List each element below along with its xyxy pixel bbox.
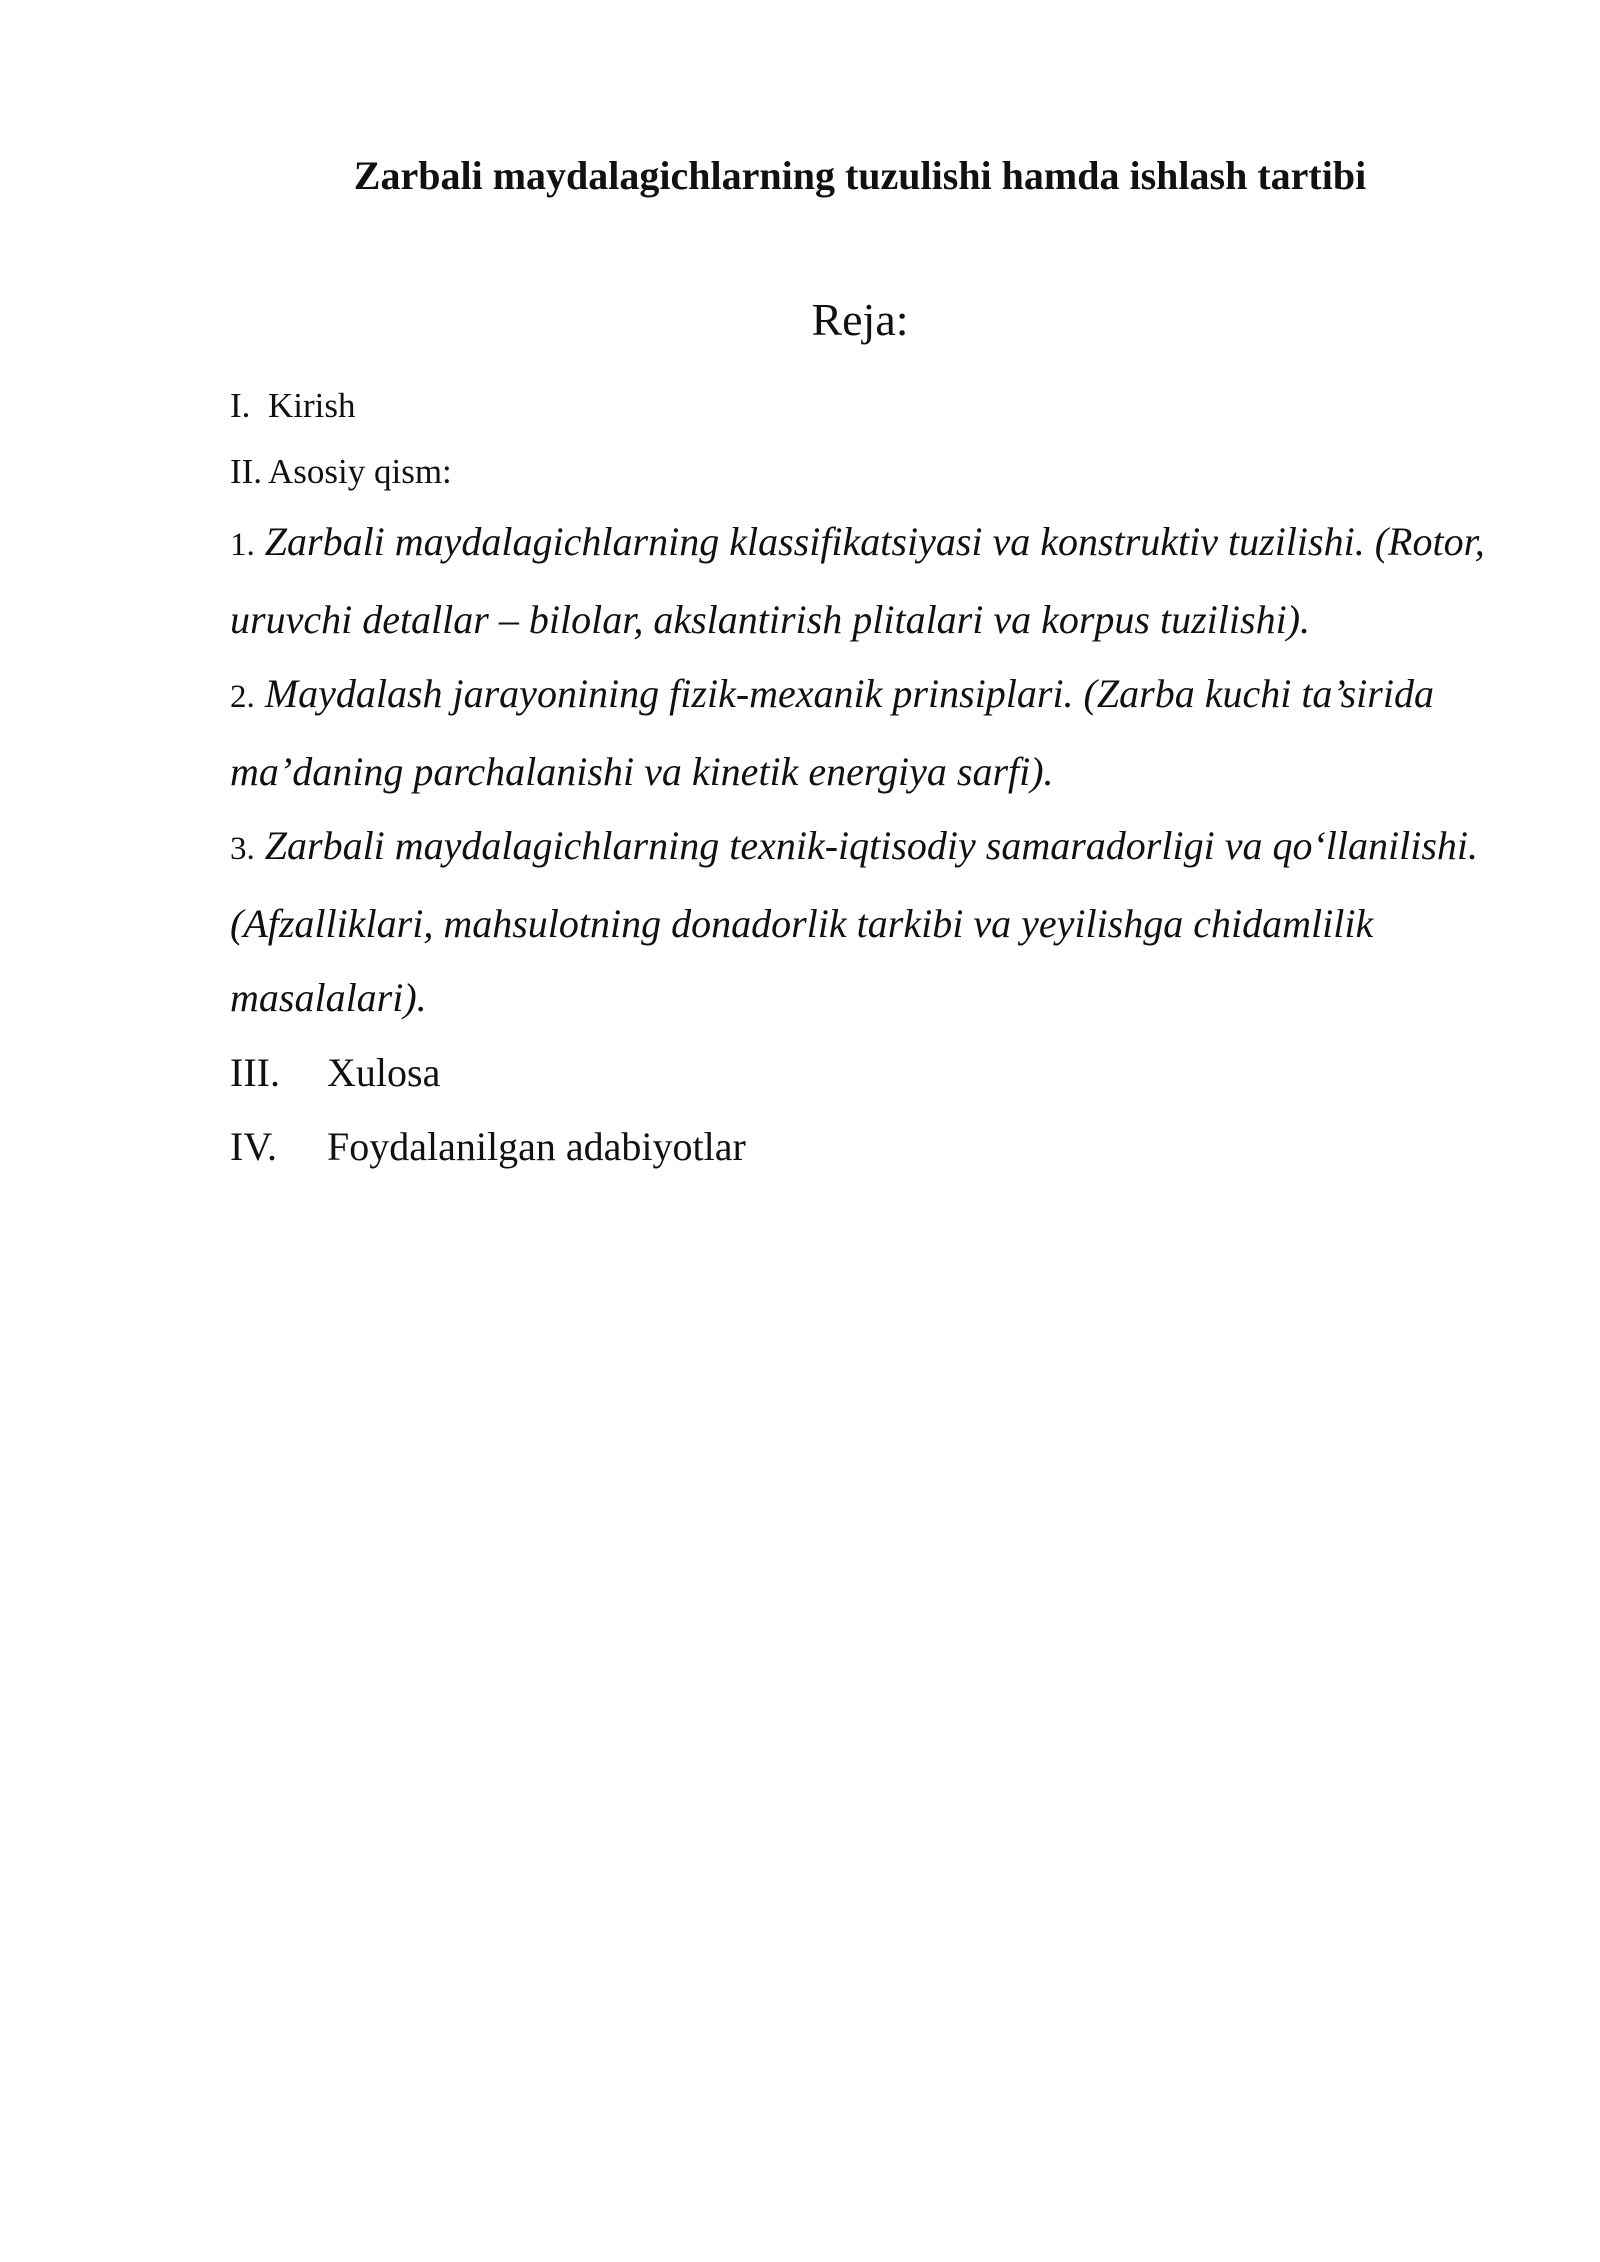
section-item-asosiy-qism: [230, 439, 1510, 505]
section-label: Xulosa: [327, 1049, 441, 1095]
section-item-kirish: [230, 373, 1510, 439]
item-text: Maydalash jarayonining fizik-mexanik prinsiplari. (Zarba kuchi ta’sirida ma’daning parchalanishi va kinetik energiya sarfi).: [230, 671, 1434, 794]
section-item-xulosa: [230, 1036, 1510, 1111]
section-label: Asosiy qism:: [268, 452, 452, 491]
item-number: 1.: [230, 527, 255, 563]
item-text: Zarbali maydalagichlarning klassifikatsiyasi va konstruktiv tuzilishi. (Rotor, uruvchi detallar – bilolar, akslantirish plitalari va korpus tuzilishi).: [230, 519, 1485, 642]
plan-item-2: [230, 657, 1510, 809]
item-text: Zarbali maydalagichlarning texnik-iqtisodiy samaradorligi va qo‘llanilishi. (Afzalliklari, mahsulotning donadorlik tarkibi va yeyilishga chidamlilik masalalari).: [230, 823, 1479, 1020]
section-label: Kirish: [268, 386, 356, 425]
document-title: Zarbali maydalagichlarning tuzulishi hamda ishlash tartibi: [353, 153, 1367, 198]
plan-list: [230, 373, 1510, 1185]
section-number: IV.: [230, 1124, 278, 1169]
section-label: Foydalanilgan adabiyotlar: [327, 1124, 746, 1169]
section-number: III.: [230, 1049, 280, 1095]
plan-heading: Reja:: [811, 294, 909, 345]
plan-item-3: [230, 809, 1510, 1036]
section-number: II.: [230, 452, 263, 491]
plan-item-1: [230, 505, 1510, 657]
section-item-adabiyotlar: [230, 1110, 1510, 1185]
section-number: I.: [230, 386, 251, 425]
item-number: 2.: [230, 679, 255, 715]
item-number: 3.: [230, 831, 255, 867]
